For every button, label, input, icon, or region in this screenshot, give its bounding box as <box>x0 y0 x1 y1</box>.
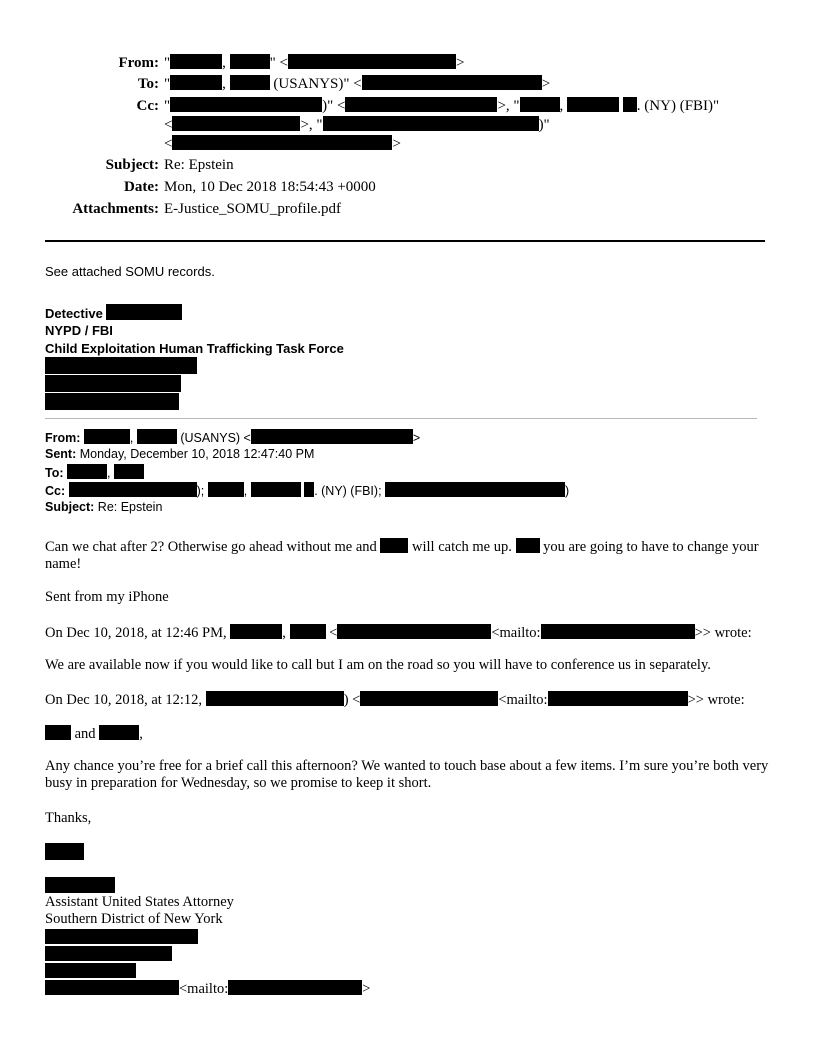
redaction <box>520 97 560 112</box>
fwd-to-row: To: , <box>45 464 144 482</box>
signature-title-row <box>45 304 182 322</box>
redaction <box>623 97 637 112</box>
quote-2-mailto: <mailto: <box>498 692 548 708</box>
from-label: From: <box>118 55 159 71</box>
message-1-part-a: Can we chat after 2? Otherwise go ahead without me and <box>45 539 377 555</box>
fwd-subject-label: Subject: <box>45 500 95 514</box>
message-2: We are available now if you would like to call but I am on the road so you will have to conference us in separately. <box>45 657 711 673</box>
redaction <box>208 482 244 497</box>
fwd-sent-label: Sent: <box>45 447 77 461</box>
fwd-sent-row <box>45 446 314 463</box>
redaction <box>288 54 456 69</box>
redaction <box>45 929 198 944</box>
redaction <box>69 482 197 497</box>
date-value: Mon, 10 Dec 2018 18:54:43 +0000 <box>164 179 376 195</box>
to-label: To: <box>137 76 159 92</box>
redaction <box>45 375 181 392</box>
signature-title: Detective <box>45 306 103 321</box>
redaction <box>45 877 115 893</box>
sent-from-line: Sent from my iPhone <box>45 589 169 605</box>
header-divider <box>45 240 765 242</box>
body-line: See attached SOMU records. <box>45 264 215 279</box>
redaction <box>137 429 177 444</box>
greeting-and: and <box>74 726 96 742</box>
redaction <box>45 725 71 740</box>
attachments-label: Attachments: <box>72 201 159 217</box>
redaction <box>84 429 130 444</box>
quote-1-intro: On Dec 10, 2018, at 12:46 PM, <box>45 625 227 641</box>
email-header <box>45 54 765 224</box>
quote-1-wrote: >> wrote: <box>694 625 752 641</box>
message-3: Any chance you’re free for a brief call this afternoon? We wanted to touch base about a few items. I’m sure you’re both very busy in preparation for Wednesday, so we promise to keep it short. <box>45 758 769 791</box>
ausa-title: Assistant United States Attorney <box>45 894 234 910</box>
redaction <box>251 482 301 497</box>
redaction <box>304 482 314 497</box>
redaction <box>170 97 322 112</box>
from-value: " , " < > <box>164 55 465 71</box>
fwd-sent-value: Monday, December 10, 2018 12:47:40 PM <box>79 447 315 461</box>
message-1-part-b: will catch me up. <box>412 539 512 555</box>
subject-value: Re: Epstein <box>164 157 234 173</box>
message-1 <box>45 538 775 573</box>
cc-org: . (NY) (FBI)" <box>636 98 720 114</box>
redaction <box>230 75 270 90</box>
header-cc-row-3: < > <box>164 136 401 152</box>
redaction <box>230 54 270 69</box>
redaction <box>172 116 300 131</box>
fwd-from-row: From: , (USANYS) < > <box>45 431 421 445</box>
fwd-cc-label: Cc: <box>45 484 66 498</box>
redaction <box>114 464 144 479</box>
fwd-subject-value: Re: Epstein <box>97 500 163 514</box>
redaction <box>106 304 182 320</box>
thanks-line: Thanks, <box>45 810 92 826</box>
redaction <box>385 482 565 497</box>
quote-2-paren: ) < <box>343 692 361 708</box>
redaction <box>45 393 179 410</box>
redaction <box>380 538 408 553</box>
to-org: (USANYS)" <box>273 76 350 92</box>
redaction <box>337 624 491 639</box>
redaction <box>345 97 497 112</box>
redaction <box>170 75 222 90</box>
quote-header-1: On Dec 10, 2018, at 12:46 PM, , < <mailto: >> wrote: <box>45 625 752 641</box>
signature-unit: Child Exploitation Human Trafficking Task Force <box>45 341 344 356</box>
redaction <box>172 135 392 150</box>
quoted-divider <box>45 418 757 419</box>
ausa-email-row: <mailto: > <box>45 980 775 998</box>
quote-1-mailto: <mailto: <box>491 625 541 641</box>
redaction <box>290 624 326 639</box>
redaction <box>251 429 413 444</box>
redaction <box>541 624 695 639</box>
cc-label: Cc: <box>136 98 159 114</box>
subject-label: Subject: <box>105 157 159 173</box>
signature-org: NYPD / FBI <box>45 323 113 338</box>
attachment-file[interactable]: E-Justice_SOMU_profile.pdf <box>164 201 342 217</box>
redaction <box>45 963 136 978</box>
redaction <box>45 843 84 860</box>
greeting: and , <box>45 725 775 743</box>
quote-2-wrote: >> wrote: <box>687 692 745 708</box>
redaction <box>323 116 539 131</box>
redaction <box>360 691 498 706</box>
redaction <box>170 54 222 69</box>
ausa-office: Southern District of New York <box>45 911 223 927</box>
redaction <box>362 75 542 90</box>
fwd-from-label: From: <box>45 431 81 445</box>
redaction <box>516 538 540 553</box>
redaction <box>230 624 282 639</box>
fwd-cc-row: Cc: ); , . (NY) (FBI); ) <box>45 484 570 498</box>
redaction <box>45 980 179 995</box>
redaction <box>228 980 362 995</box>
quote-2-intro: On Dec 10, 2018, at 12:12, <box>45 692 203 708</box>
header-cc-row-2: < >, " )" <box>164 117 550 133</box>
cc-value: " )" < >, " , . (NY) (FBI)" <box>164 98 720 114</box>
fwd-subject-row <box>45 499 162 516</box>
date-label: Date: <box>124 179 159 195</box>
fwd-from-org: (USANYS) < <box>180 431 251 445</box>
redaction <box>67 464 107 479</box>
fwd-to-label: To: <box>45 466 64 480</box>
ausa-mailto: <mailto: <box>179 981 229 997</box>
fwd-cc-mid: . (NY) (FBI); <box>314 484 382 498</box>
redaction <box>548 691 688 706</box>
redaction <box>206 691 344 706</box>
redaction <box>45 946 172 961</box>
redaction <box>99 725 139 740</box>
to-value: " , (USANYS)" < > <box>164 76 551 92</box>
message-1-part-c: you are going to have to change your name! <box>45 539 759 572</box>
redaction <box>567 97 619 112</box>
redaction <box>45 357 197 374</box>
quote-header-2 <box>45 691 775 709</box>
